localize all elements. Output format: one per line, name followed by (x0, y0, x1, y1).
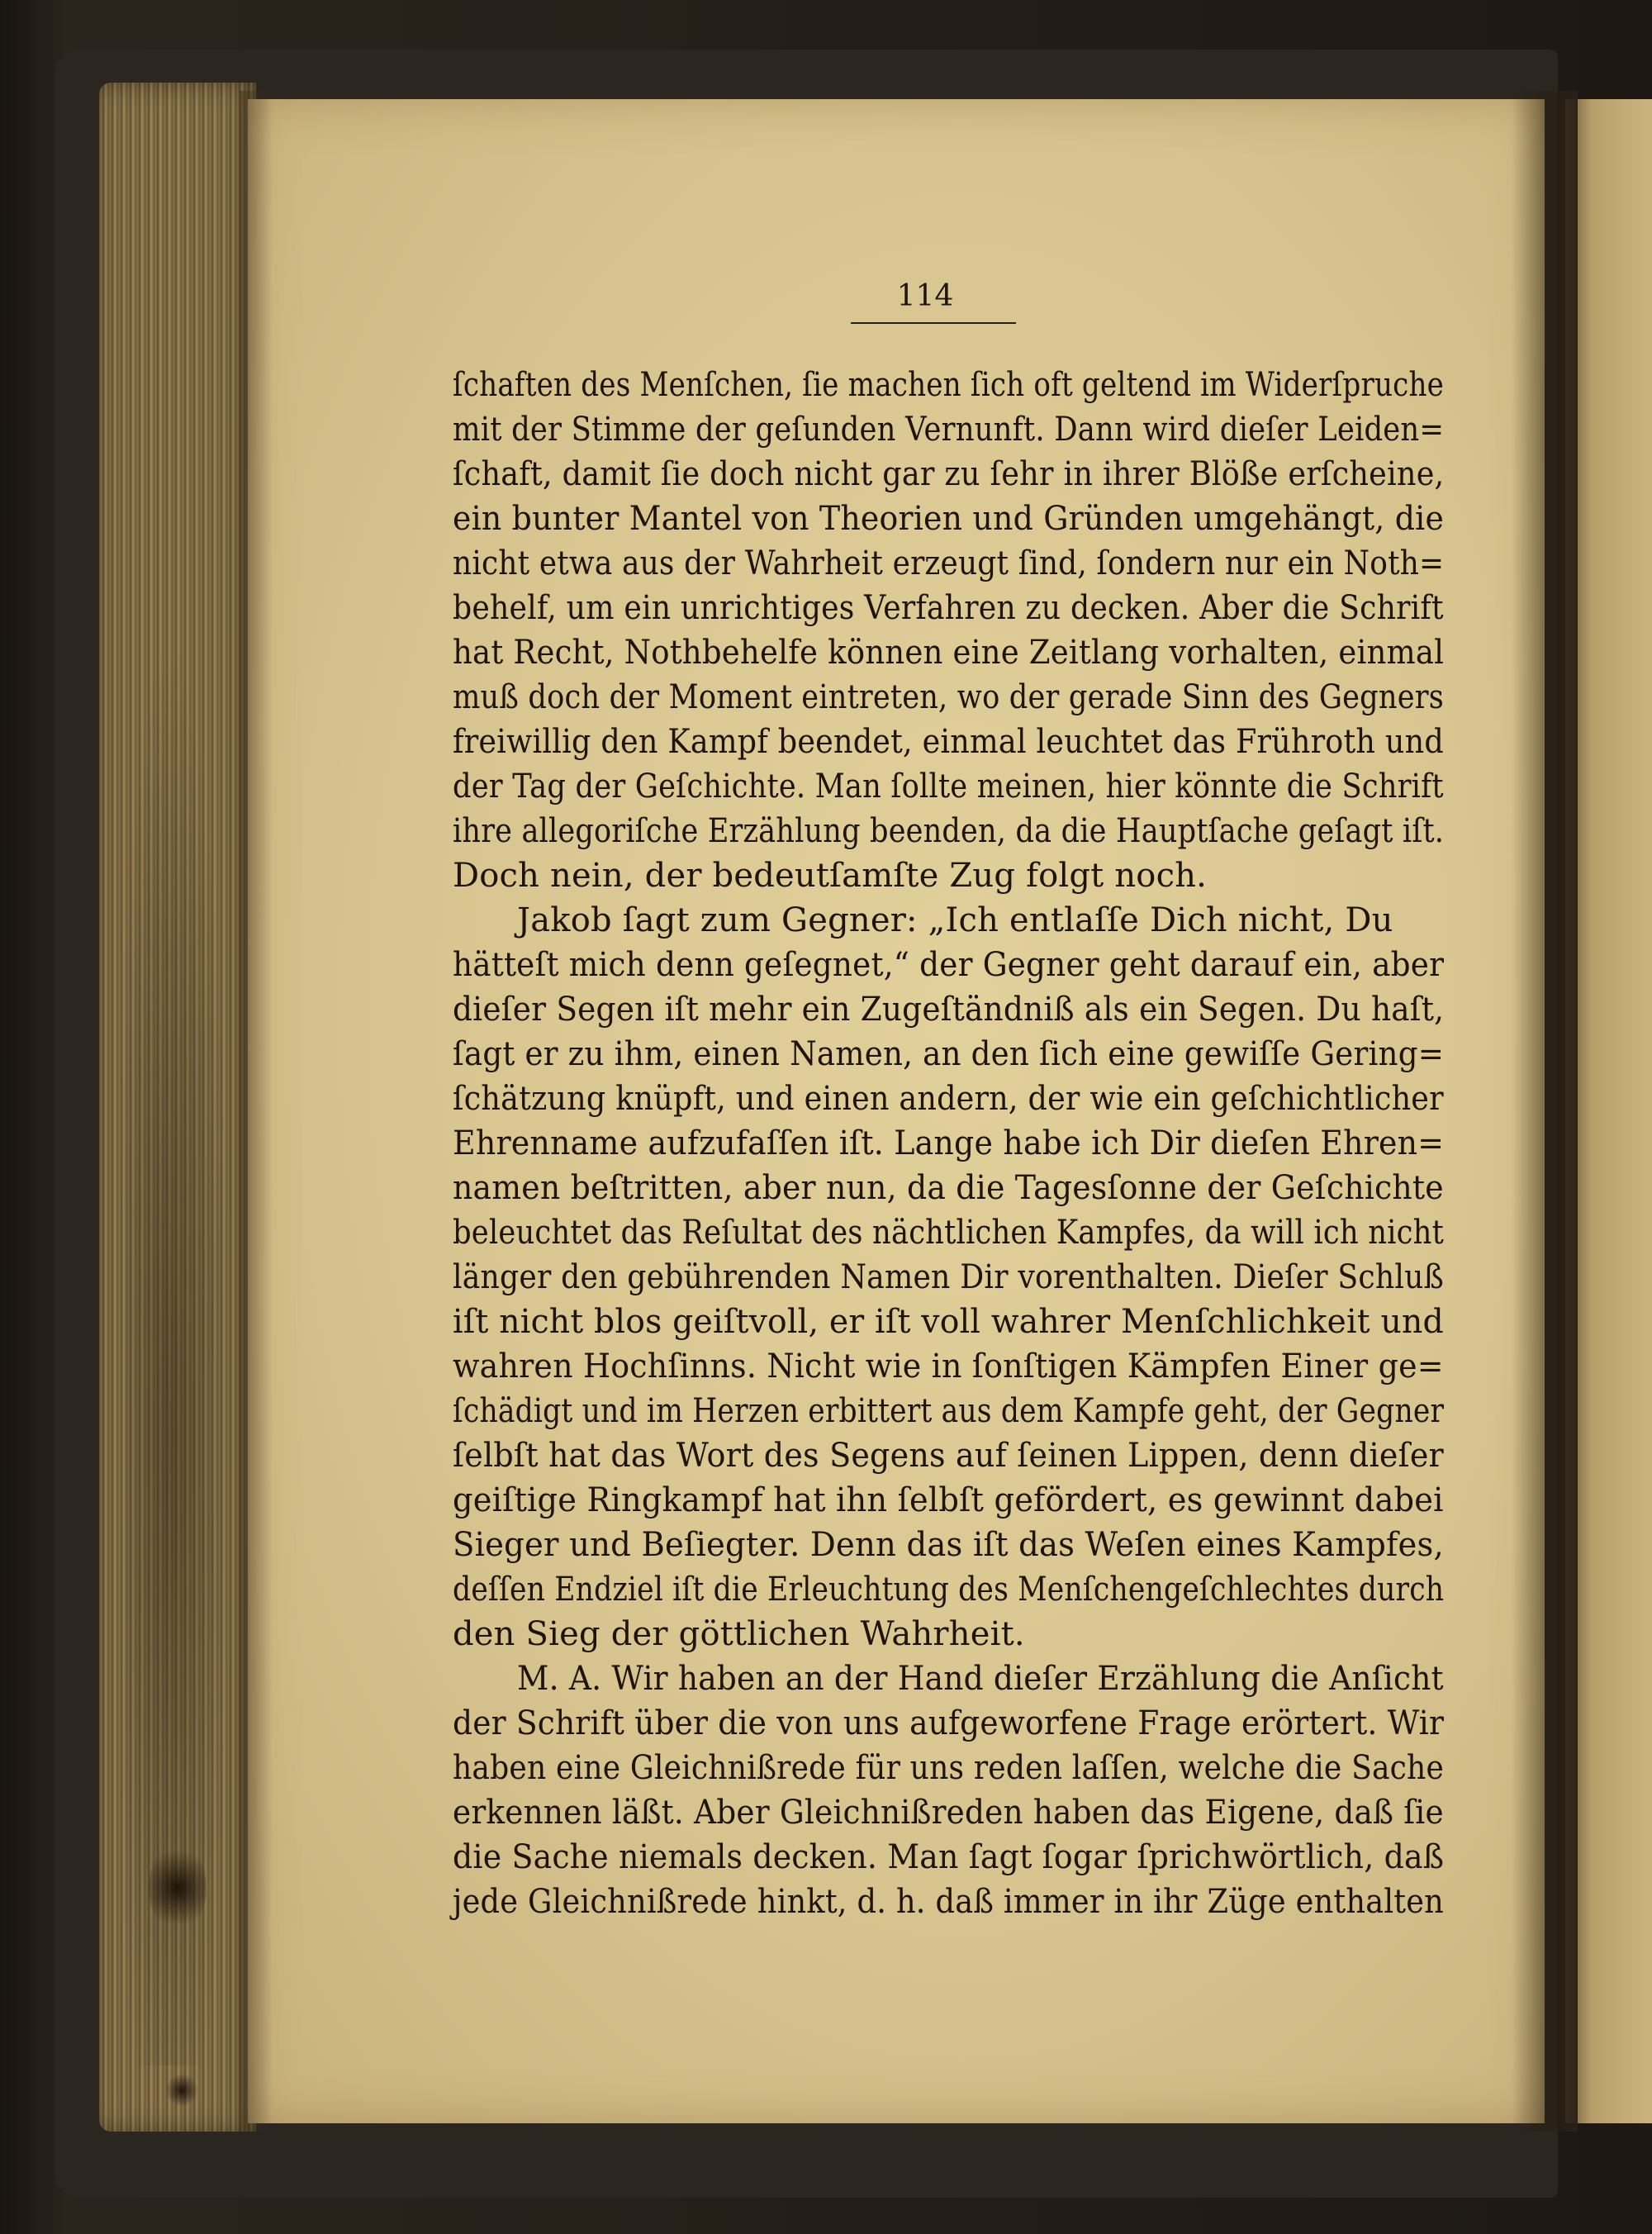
text-line: ihre allegoriſche Erzählung beenden, da die Hauptſache geſagt iſt. (453, 812, 1445, 850)
text-line: beleuchtet das Reſultat des nächtlichen Kampfes, da will ich nicht (453, 1214, 1444, 1252)
text-line: iſt nicht blos geiſtvoll, er iſt voll wahrer Menſchlichkeit und (453, 1303, 1444, 1341)
text-line: deſſen Endziel iſt die Erleuchtung des Menſchengeſchlechtes durch (453, 1571, 1445, 1609)
text-line: hat Recht, Nothbehelfe können eine Zeitlang vorhalten, einmal (453, 634, 1445, 672)
text-line: der Tag der Geſchichte. Man ſollte meinen, hier könnte die Schrift (453, 768, 1444, 806)
text-line: den Sieg der göttlichen Wahrheit. (453, 1615, 1025, 1653)
text-line: namen beſtritten, aber nun, da die Tagesſonne der Geſchichte (453, 1169, 1444, 1207)
text-line: wahren Hochſinns. Nicht wie in ſonſtigen Kämpfen Einer ge= (453, 1348, 1444, 1386)
text-line: Ehrenname aufzufaſſen iſt. Lange habe ich Dir dieſen Ehren= (453, 1124, 1445, 1162)
text-line: ein bunter Mantel von Theorien und Gründen umgehängt, die (453, 500, 1445, 538)
text-line: haben eine Gleichnißrede für uns reden laſſen, welche die Sache (453, 1749, 1445, 1787)
text-line: Doch nein, der bedeutſamſte Zug folgt noch. (453, 857, 1208, 895)
book-gutter (1512, 91, 1578, 2132)
text-line: die Sache niemals decken. Man ſagt ſogar ſprichwörtlich, daß (453, 1838, 1445, 1876)
text-line: M. A. Wir haben an der Hand dieſer Erzählung die Anſicht (517, 1660, 1444, 1698)
text-line: ſchätzung knüpft, und einen andern, der wie ein geſchichtlicher (453, 1080, 1444, 1118)
text-line: muß doch der Moment eintreten, wo der gerade Sinn des Gegners (453, 678, 1444, 716)
facing-page-edge (1565, 99, 1652, 2123)
text-line: geiſtige Ringkampf hat ihn ſelbſt gefördert, es gewinnt dabei (453, 1481, 1444, 1519)
page-number: 114 (896, 279, 954, 313)
text-line: ſchaft, damit ſie doch nicht gar zu ſehr in ihrer Blöße erſcheine, (453, 455, 1445, 493)
text-line: erkennen läßt. Aber Gleichnißreden haben das Eigene, daß ſie (453, 1794, 1444, 1832)
text-line: ſelbſt hat das Wort des Segens auf ſeinen Lippen, denn dieſer (453, 1437, 1444, 1475)
text-line: freiwillig den Kampf beendet, einmal leuchtet das Frühroth und (453, 723, 1444, 761)
page-shadow (240, 91, 273, 2132)
text-line: ſagt er zu ihm, einen Namen, an den ſich eine gewiſſe Gering= (453, 1035, 1445, 1073)
text-line: Sieger und Beſiegter. Denn das iſt das Weſen eines Kampfes, (453, 1526, 1444, 1564)
text-line: behelf, um ein unrichtiges Verfahren zu decken. Aber die Schrift (453, 589, 1444, 627)
text-line: Jakob ſagt zum Gegner: „Ich entlaſſe Dich nicht, Du (517, 901, 1393, 939)
text-line: nicht etwa aus der Wahrheit erzeugt ſind, ſondern nur ein Noth= (453, 544, 1445, 582)
text-line: mit der Stimme der geſunden Vernunft. Dann wird dieſer Leiden= (453, 411, 1445, 449)
page-number-rule (851, 322, 1016, 324)
text-line: der Schrift über die von uns aufgeworfene Frage erörtert. Wir (453, 1704, 1445, 1742)
text-line: ſchaften des Menſchen, ſie machen ſich oft geltend im Widerſpruche (453, 366, 1445, 404)
text-line: hätteſt mich denn geſegnet,“ der Gegner geht darauf ein, aber (453, 946, 1445, 984)
text-line: ſchädigt und im Herzen erbittert aus dem Kampfe geht, der Gegner (453, 1392, 1445, 1430)
text-line: jede Gleichnißrede hinkt, d. h. daß immer in ihr Züge enthalten (453, 1883, 1445, 1921)
edge-stain (124, 496, 240, 2065)
text-line: dieſer Segen iſt mehr ein Zugeſtändniß als ein Segen. Du haſt, (453, 991, 1445, 1029)
ink-stain (149, 1842, 206, 1933)
text-line: länger den gebührenden Namen Dir vorenthalten. Dieſer Schluß (453, 1258, 1444, 1296)
ink-stain (165, 2074, 198, 2107)
